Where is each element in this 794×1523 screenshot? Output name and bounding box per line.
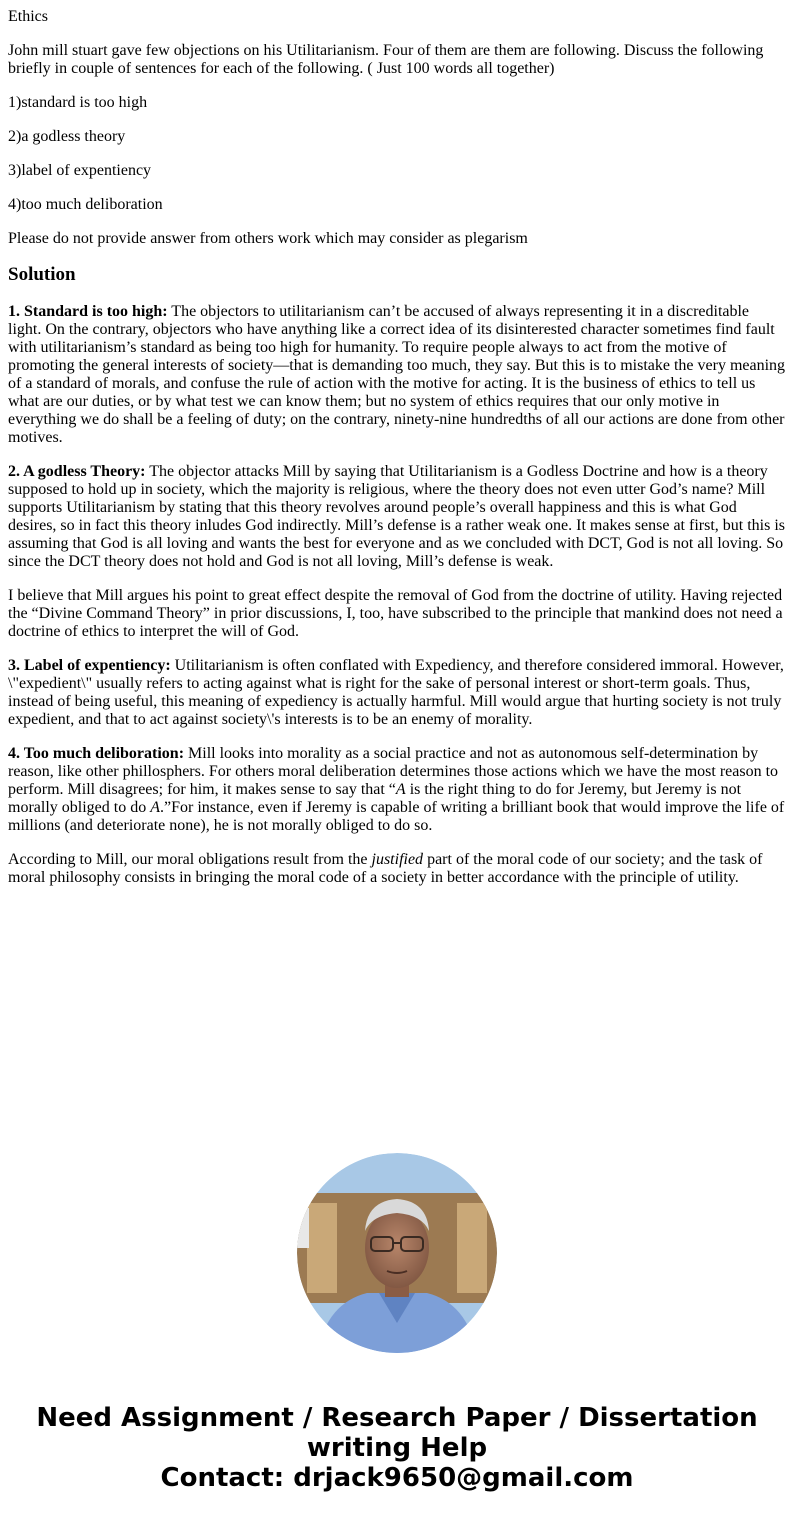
question-item-4: 4)too much deliboration: [8, 196, 163, 213]
solution-point-4-text-b: is the right thing to do for Jeremy, but Jeremy is not morally obliged to do: [8, 781, 742, 816]
solution-point-3-label: 3. Label of expentiency:: [8, 657, 171, 674]
solution-point-2-extra: I believe that Mill argues his point to great effect despite the removal of God from the doctrine of utility. Having rejected the “Divine Command Theory” in prior discussions, I, too, have subscribed to the principle that mankind does not need a doctrine of ethics to interpret the will of God.: [8, 587, 783, 640]
author-photo-icon: [297, 1153, 497, 1353]
solution-point-4-text-a: Mill looks into morality as a social practice and not as autonomous self-determination by reason, like other phillosphers. For others moral deliberation determines those actions which we have the most reason to perform. Mill disagrees; for him, it makes sense to say that “: [8, 745, 779, 798]
solution-conclusion-a: According to Mill, our moral obligations result from the: [8, 851, 372, 868]
solution-point-4: [8, 745, 786, 835]
promo-line-1: Need Assignment / Research Paper / Dissertation: [36, 1403, 758, 1433]
solution-point-2-label: 2. A godless Theory:: [8, 463, 146, 480]
solution-point-2-text: The objector attacks Mill by saying that Utilitarianism is a Godless Doctrine and how is a theory supposed to hold up in society, which the majority is religious, where the theory does not even utter God’s name? Mill supports Utilitarianism by stating that this theory revolves around people’s overall happiness and this is what God desires, so in fact this theory inludes God indirectly. Mill’s defense is a rather weak one. It makes sense at first, but this is assuming that God is all loving and wants the best for everyone and as we concluded with DCT, God is not all loving. So since the DCT theory does not hold and God is not all loving, Mill’s defense is weak.: [8, 463, 786, 570]
solution-point-4-italic-a: A: [395, 781, 406, 798]
solution-point-2: [8, 463, 786, 571]
solution-point-1-label: 1. Standard is too high:: [8, 303, 168, 320]
solution-point-4-italic-a2: A: [150, 799, 160, 816]
promo-banner: [0, 1403, 794, 1493]
question-item-3: 3)label of expentiency: [8, 162, 152, 179]
author-avatar: [297, 1153, 497, 1353]
solution-point-4-label: 4. Too much deliboration:: [8, 745, 185, 762]
solution-point-4-text-c: .”For instance, even if Jeremy is capable of writing a brilliant book that would improve the life of millions (and deteriorate none), he is not morally obliged to do so.: [8, 799, 785, 834]
question-prompt: John mill stuart gave few objections on his Utilitarianism. Four of them are them are following. Discuss the following briefly in couple of sentences for each of the following. ( Just 100 words all together): [8, 42, 764, 77]
question-item-2: 2)a godless theory: [8, 128, 126, 145]
promo-contact: Contact: drjack9650@gmail.com: [160, 1463, 634, 1493]
question-item-1: 1)standard is too high: [8, 94, 148, 111]
solution-conclusion-b: part of the moral code of our society; and the task of moral philosophy consists in bringing the moral code of a society in better accordance with the principle of utility.: [8, 851, 763, 886]
solution-conclusion: [8, 851, 786, 887]
solution-point-3-text: Utilitarianism is often conflated with Expediency, and therefore considered immoral. However, \"expedient\" usually refers to acting against what is right for the sake of personal interest or short-term goals. Thus, instead of being useful, this meaning of expediency is actually harmful. Mill would argue that hurting society is not truly expedient, and that to act against society\'s interests is to be an enemy of morality.: [8, 657, 784, 728]
solution-point-3: [8, 657, 786, 729]
question-title: Ethics: [8, 8, 48, 25]
promo-line-2: writing Help: [306, 1433, 488, 1463]
document-body: [8, 8, 786, 903]
solution-heading: Solution: [8, 264, 76, 285]
question-note: Please do not provide answer from others work which may consider as plegarism: [8, 230, 528, 247]
solution-point-1-text: The objectors to utilitarianism can’t be accused of always representing it in a discreditable light. On the contrary, objectors who have anything like a correct idea of its disinterested character sometimes find fault with utilitarianism’s standard as being too high for humanity. To require people always to act from the motive of promoting the general interests of society—that is demanding too much, they say. But this is to mistake the very meaning of a standard of morals, and confuse the rule of action with the motive for acting. It is the business of ethics to tell us what are our duties, or by what test we can know them; but no system of ethics requires that our only motive in everything we do shall be a feeling of duty; on the contrary, ninety-nine hundredths of all our actions are done from other motives.: [8, 303, 786, 446]
solution-conclusion-italic: justified: [371, 851, 424, 868]
solution-point-1: [8, 303, 786, 447]
